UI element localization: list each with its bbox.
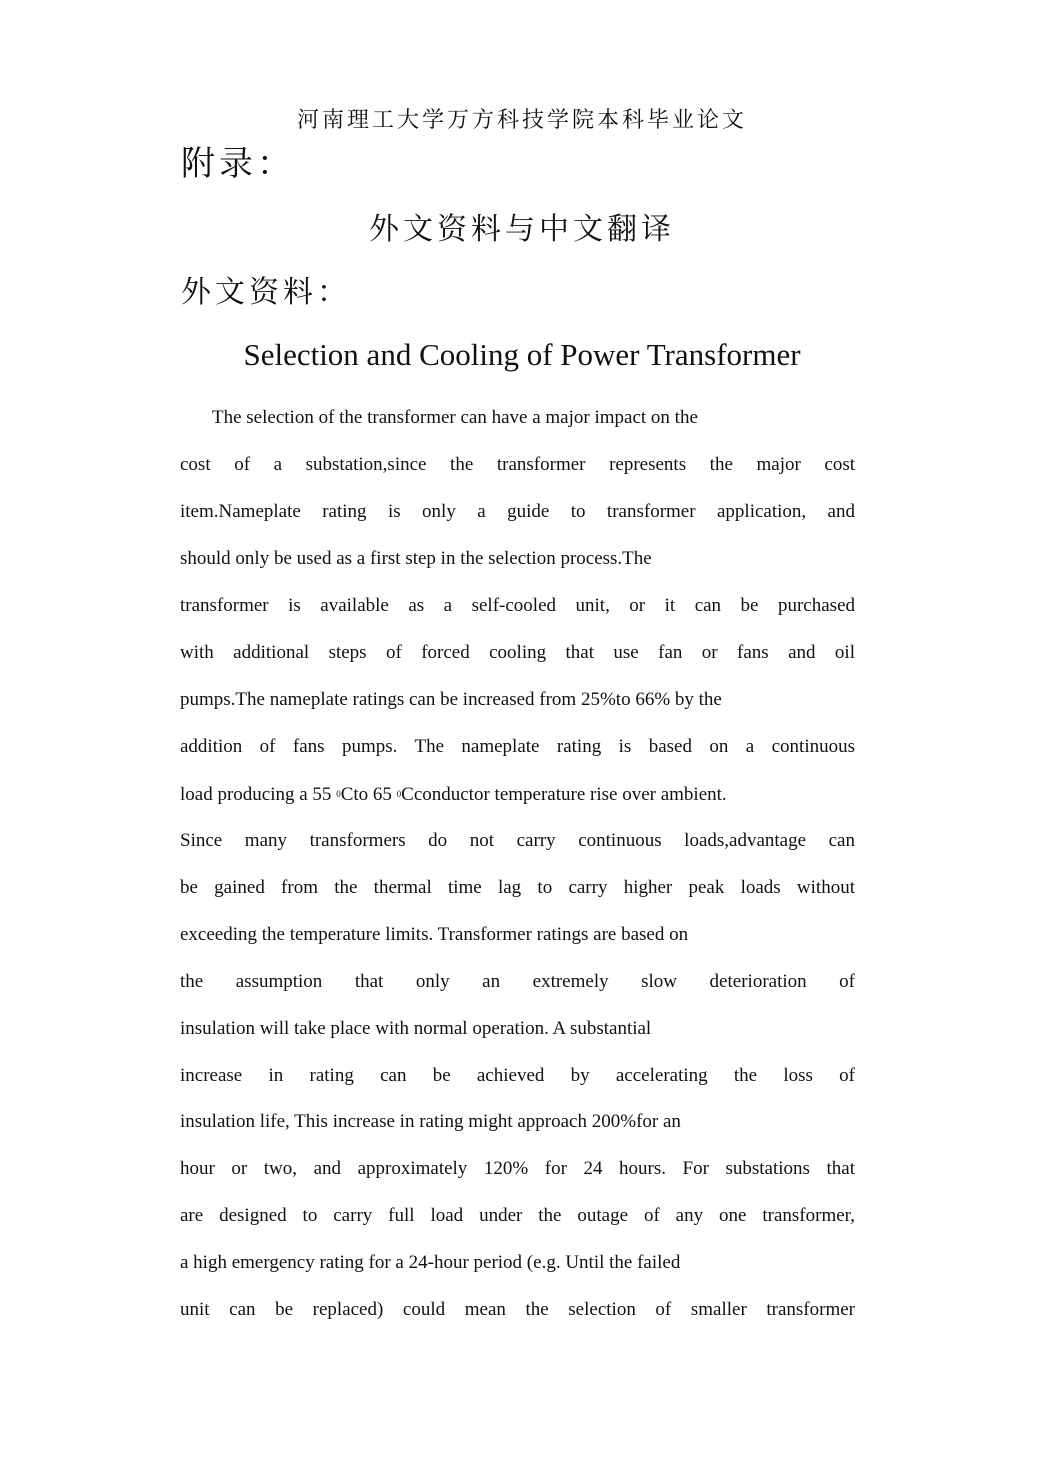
degree-mark: 0 [396, 789, 402, 799]
body-line: item.Nameplate rating is only a guide to transformer application, and [180, 501, 855, 522]
temp-prefix: load producing a 55 [180, 784, 337, 805]
body-line: addition of fans pumps. The nameplate rating is based on a continuous [180, 736, 855, 757]
body-line: are designed to carry full load under the outage of any one transformer, [180, 1205, 855, 1226]
body-line: The selection of the transformer can have a major impact on the [212, 407, 698, 428]
body-line: exceeding the temperature limits. Transformer ratings are based on [180, 924, 689, 945]
body-line: cost of a substation,since the transformer represents the major cost [180, 454, 855, 475]
appendix-heading: 附录： [181, 144, 295, 184]
foreign-material-label: 外文资料： [181, 275, 351, 310]
page-header-title: 河南理工大学万方科技学院本科毕业论文 [296, 108, 747, 133]
body-line: unit can be replaced) could mean the selection of smaller transformer [180, 1299, 855, 1320]
body-line: be gained from the thermal time lag to carry higher peak loads without [180, 877, 855, 898]
body-line: insulation life, This increase in rating might approach 200%for an [180, 1111, 681, 1132]
body-line: a high emergency rating for a 24-hour period (e.g. Until the failed [180, 1252, 681, 1273]
body-line: pumps.The nameplate ratings can be increased from 25%to 66% by the [180, 689, 722, 710]
temp-suffix: Cconductor temperature rise over ambient. [401, 784, 727, 805]
body-line: Since many transformers do not carry continuous loads,advantage can [180, 830, 855, 851]
body-line: hour or two, and approximately 120% for 24 hours. For substations that [180, 1158, 855, 1179]
body-line: the assumption that only an extremely slow deterioration of [180, 971, 855, 992]
body-line: insulation will take place with normal operation. A substantial [180, 1018, 652, 1039]
body-line: increase in rating can be achieved by accelerating the loss of [180, 1065, 855, 1086]
degree-mark: 0 [336, 789, 341, 799]
article-title: Selection and Cooling of Power Transformer [243, 337, 801, 372]
temp-mid: Cto 65 [340, 784, 397, 805]
section-title: 外文资料与中文翻译 [369, 212, 675, 247]
body-line: transformer is available as a self-cooled unit, or it can be purchased [180, 595, 855, 616]
body-line: with additional steps of forced cooling that use fan or fans and oil [180, 642, 855, 663]
body-line: should only be used as a first step in the selection process.The [180, 548, 652, 569]
body-line-temperature [180, 779, 855, 809]
